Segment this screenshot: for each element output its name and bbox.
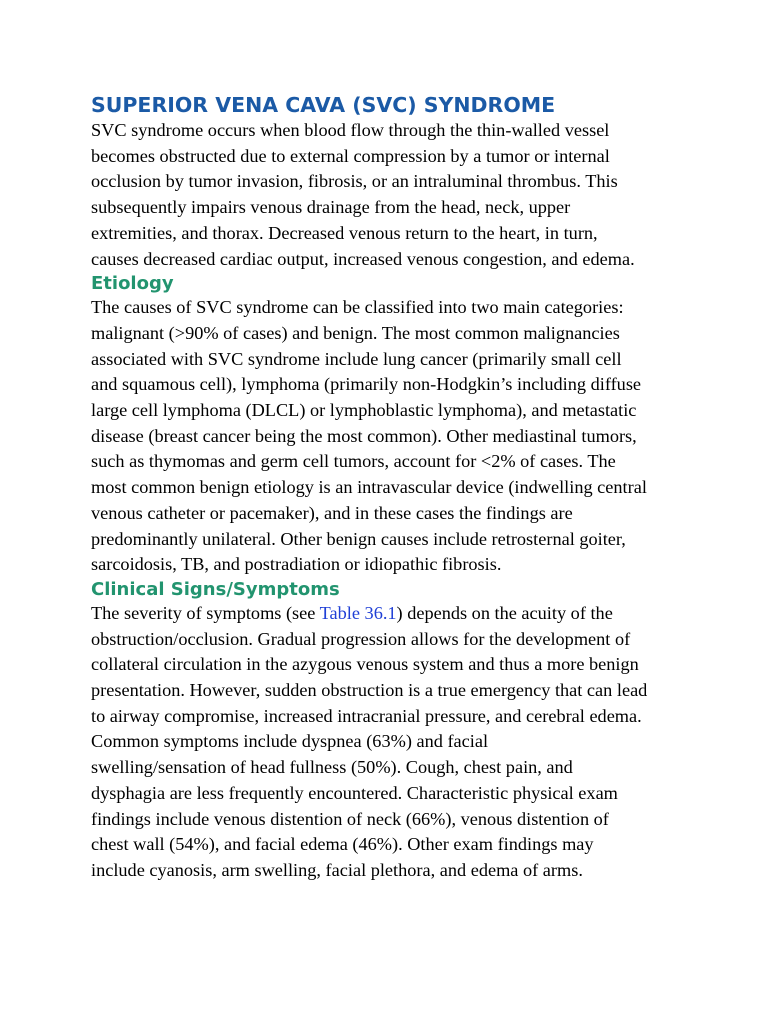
etiology-line: disease (breast cancer being the most common). Other mediastinal tumors, [91,425,637,446]
etiology-line: large cell lymphoma (DLCL) or lymphoblastic lymphoma), and metastatic [91,400,637,421]
clinical-line: swelling/sensation of head fullness (50%). Cough, chest pain, and [91,757,573,778]
etiology-line: venous catheter or pacemaker), and in these cases the findings are [91,502,573,523]
intro-line: causes decreased cardiac output, increased venous congestion, and edema. [91,248,635,269]
clinical-line: findings include venous distention of neck (66%), venous distention of [91,808,609,829]
etiology-line: malignant (>90% of cases) and benign. The most common malignancies [91,322,620,343]
clinical-line: dysphagia are less frequently encountered. Characteristic physical exam [91,782,618,803]
etiology-line: and squamous cell), lymphoma (primarily non-Hodgkin’s including diffuse [91,374,642,395]
etiology-line: associated with SVC syndrome include lung cancer (primarily small cell [91,348,622,369]
etiology-paragraph [91,295,671,578]
clinical-line: chest wall (54%), and facial edema (46%). Other exam findings may [91,834,594,855]
intro-line: subsequently impairs venous drainage from the head, neck, upper [91,197,571,218]
document-page [91,92,671,884]
clinical-line-end: ) depends on the acuity of the [396,602,613,623]
table-36-1-link[interactable]: Table 36.1 [319,602,397,623]
clinical-line: include cyanosis, arm swelling, facial plethora, and edema of arms. [91,859,583,880]
page-title: SUPERIOR VENA CAVA (SVC) SYNDROME [91,93,556,117]
etiology-line: such as thymomas and germ cell tumors, account for <2% of cases. The [91,451,616,472]
intro-line: extremities, and thorax. Decreased venous return to the heart, in turn, [91,222,598,243]
etiology-line: sarcoidosis, TB, and postradiation or idiopathic fibrosis. [91,554,502,575]
etiology-line: most common benign etiology is an intravascular device (indwelling central [91,477,647,498]
clinical-line: obstruction/occlusion. Gradual progression allows for the development of [91,628,631,649]
etiology-line: The causes of SVC syndrome can be classified into two main categories: [91,297,624,318]
etiology-heading: Etiology [91,273,174,295]
clinical-line: presentation. However, sudden obstruction is a true emergency that can lead [91,680,648,701]
clinical-line: Common symptoms include dyspnea (63%) and facial [91,731,489,752]
intro-line: occlusion by tumor invasion, fibrosis, or an intraluminal thrombus. This [91,171,618,192]
clinical-paragraph [91,601,671,884]
clinical-signs-heading: Clinical Signs/Symptoms [91,578,340,600]
etiology-line: predominantly unilateral. Other benign causes include retrosternal goiter, [91,528,626,549]
clinical-line: to airway compromise, increased intracranial pressure, and cerebral edema. [91,705,642,726]
clinical-line: collateral circulation in the azygous venous system and thus a more benign [91,654,639,675]
intro-line: becomes obstructed due to external compression by a tumor or internal [91,145,610,166]
clinical-line-start: The severity of symptoms (see [91,602,320,623]
intro-paragraph [91,118,671,272]
intro-line: SVC syndrome occurs when blood flow through the thin-walled vessel [91,120,610,140]
